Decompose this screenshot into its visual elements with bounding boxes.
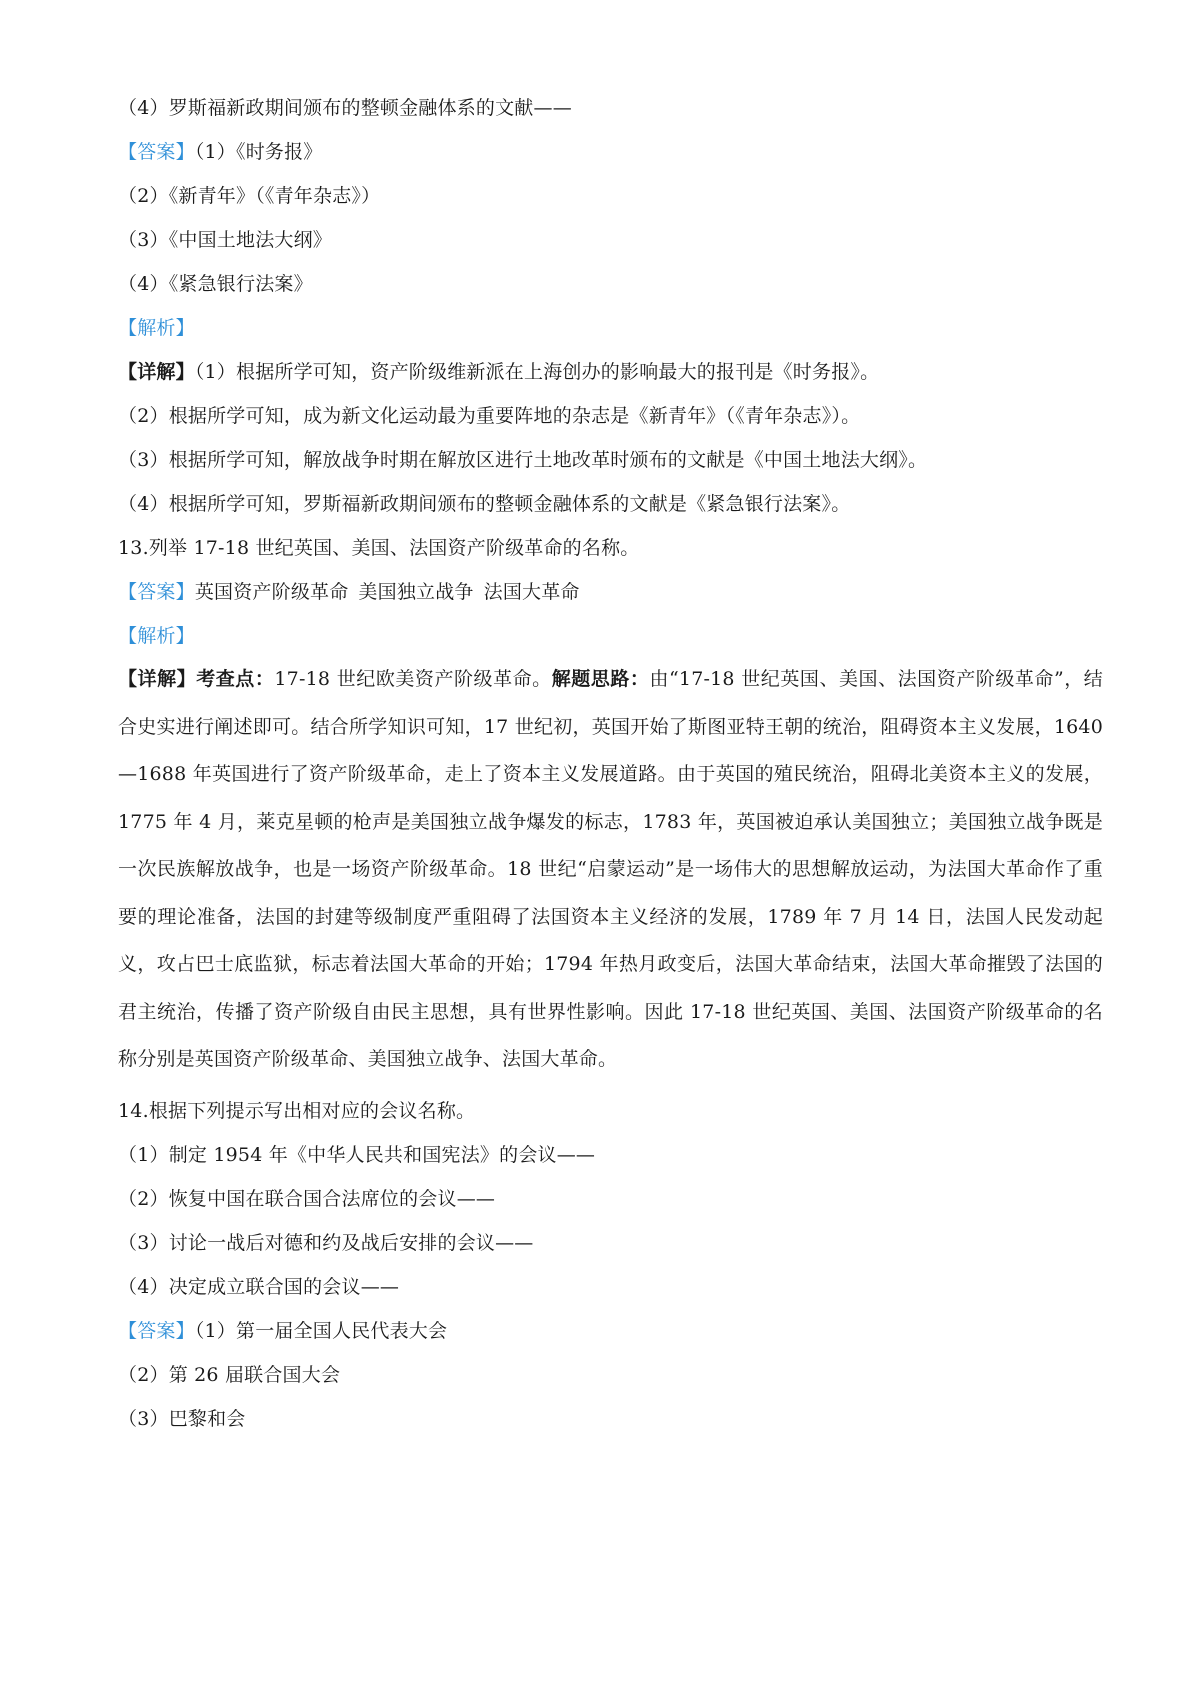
q12-answer-4: （4）《紧急银行法案》 bbox=[118, 273, 313, 295]
q14-answer-1: （1）第一届全国人民代表大会 bbox=[194, 1320, 448, 1342]
q14-prompt-4: （4）决定成立联合国的会议—— bbox=[118, 1276, 400, 1298]
q12-answer-line-1 bbox=[118, 140, 1103, 164]
knowledge-point-text: 17-18 世纪欧美资产阶级革命。 bbox=[274, 668, 552, 690]
q13-answer-c: 法国大革命 bbox=[483, 581, 580, 603]
q12-answer-2: （2）《新青年》（《青年杂志》） bbox=[118, 185, 381, 207]
solution-idea-text: 由“17-18 世纪英国、美国、法国资产阶级革命”，结合史实进行阐述即可。结合所学知识可知，17 世纪初，英国开始了斯图亚特王朝的统治，阻碍资本主义发展，1640—1688 年英国进行了资产阶级革命，走上了资本主义发展道路。由于英国的殖民统治，阻碍北美资本主义的发展，1775 年 4 月，莱克星顿的枪声是美国独立战争爆发的标志，1783 年，英国被迫承认美国独立；美国独立战争既是一次民族解放战争，也是一场资产阶级革命。18 世纪“启蒙运动”是一场伟大的思想解放运动，为法国大革命作了重要的理论准备，法国的封建等级制度严重阻碍了法国资本主义经济的发展，1789 年 7 月 14 日，法国人民发动起义，攻占巴士底监狱，标志着法国大革命的开始；1794 年热月政变后，法国大革命结束，法国大革命摧毁了法国的君主统治，传播了资产阶级自由民主思想，具有世界性影响。因此 17-18 世纪英国、美国、法国资产阶级革命的名称分别是英国资产阶级革命、美国独立战争、法国大革命。 bbox=[118, 668, 1103, 1070]
q12-detail-2: （2）根据所学可知，成为新文化运动最为重要阵地的杂志是《新青年》（《青年杂志》）。 bbox=[118, 405, 861, 427]
detail-tag: 【详解】 bbox=[118, 668, 197, 690]
q14-answer-2: （2）第 26 届联合国大会 bbox=[118, 1364, 341, 1386]
q13-answer-a: 英国资产阶级革命 bbox=[194, 581, 349, 603]
q12-analysis-tag: 【解析】 bbox=[118, 317, 195, 339]
q13-answer-b: 美国独立战争 bbox=[358, 581, 474, 603]
detail-tag: 【详解】 bbox=[118, 361, 195, 383]
q14-prompt-3: （3）讨论一战后对德和约及战后安排的会议—— bbox=[118, 1232, 534, 1254]
q12-detail-line-1 bbox=[118, 360, 1103, 384]
q12-detail-1: （1）根据所学可知，资产阶级维新派在上海创办的影响最大的报刊是《时务报》。 bbox=[194, 361, 880, 383]
q13-answer-line bbox=[118, 580, 1103, 604]
q12-detail-4: （4）根据所学可知，罗斯福新政期间颁布的整顿金融体系的文献是《紧急银行法案》。 bbox=[118, 493, 851, 515]
answer-tag: 【答案】 bbox=[118, 581, 195, 603]
q13-analysis-tag: 【解析】 bbox=[118, 625, 195, 647]
q12-answer-1: （1）《时务报》 bbox=[194, 141, 323, 163]
q13-question: 13.列举 17-18 世纪英国、美国、法国资产阶级革命的名称。 bbox=[118, 537, 640, 559]
answer-tag: 【答案】 bbox=[118, 141, 195, 163]
q14-answer-3: （3）巴黎和会 bbox=[118, 1408, 246, 1430]
q12-detail-3: （3）根据所学可知，解放战争时期在解放区进行土地改革时颁布的文献是《中国土地法大纲》。 bbox=[118, 449, 928, 471]
knowledge-point-label: 考查点： bbox=[196, 668, 275, 690]
q13-detail-paragraph bbox=[118, 656, 1103, 1084]
q12-answer-3: （3）《中国土地法大纲》 bbox=[118, 229, 332, 251]
solution-idea-label: 解题思路： bbox=[551, 668, 650, 690]
q14-question: 14.根据下列提示写出相对应的会议名称。 bbox=[118, 1100, 476, 1122]
q12-prompt-4: （4）罗斯福新政期间颁布的整顿金融体系的文献—— bbox=[118, 97, 572, 119]
q14-prompt-2: （2）恢复中国在联合国合法席位的会议—— bbox=[118, 1188, 496, 1210]
answer-tag: 【答案】 bbox=[118, 1320, 195, 1342]
q14-answer-line-1 bbox=[118, 1319, 1103, 1343]
q14-prompt-1: （1）制定 1954 年《中华人民共和国宪法》的会议—— bbox=[118, 1144, 596, 1166]
